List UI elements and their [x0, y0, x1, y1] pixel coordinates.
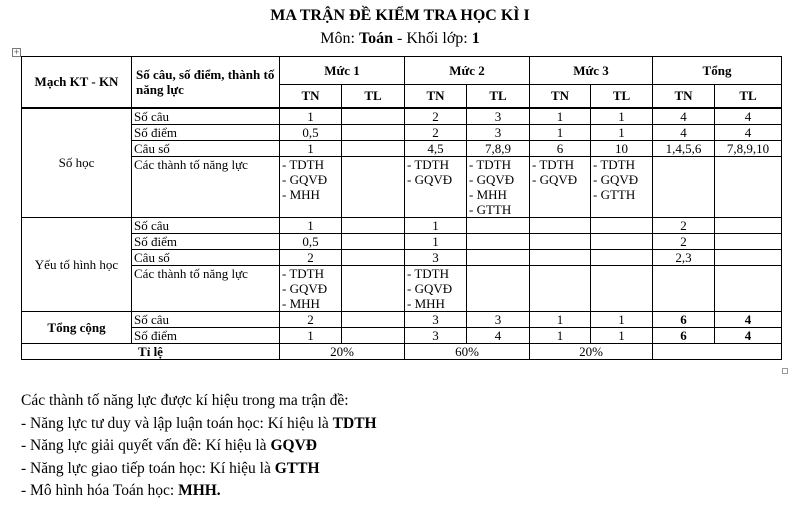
- value-cell: 4: [467, 327, 530, 343]
- header-cell-metrics: Số câu, số điểm, thành tố năng lực: [132, 57, 280, 108]
- value-cell: [342, 217, 405, 233]
- subject-name: Toán: [358, 30, 394, 47]
- subheader-tl: TL: [715, 85, 782, 108]
- value-cell: 0,5: [280, 124, 342, 140]
- value-cell: [467, 249, 530, 265]
- value-cell: [342, 124, 405, 140]
- value-cell: [591, 217, 653, 233]
- competency-item: - GQVĐ: [282, 280, 328, 296]
- legend-item-text: - Mô hình hóa Toán học:: [21, 482, 179, 499]
- value-cell: 6: [653, 327, 715, 343]
- competency-cell: [280, 156, 342, 217]
- competency-item: - GQVĐ: [469, 171, 515, 187]
- competency-cell: [653, 156, 715, 217]
- value-cell: [342, 327, 405, 343]
- value-cell: 1: [530, 124, 591, 140]
- value-cell: [467, 217, 530, 233]
- value-cell: 3: [405, 249, 467, 265]
- header-cell-topic: Mạch KT - KN: [22, 57, 132, 108]
- value-cell: 1: [280, 140, 342, 156]
- group-so-hoc-label: Số học: [22, 108, 132, 218]
- value-cell: 1: [405, 217, 467, 233]
- subheader-tn: TN: [280, 85, 342, 108]
- competency-cell: [405, 156, 467, 217]
- competency-cell: [530, 265, 591, 311]
- value-cell: 10: [591, 140, 653, 156]
- value-cell: [530, 249, 591, 265]
- legend-section: [21, 390, 377, 503]
- ratio-total: [653, 343, 782, 359]
- competency-item: - MHH: [282, 295, 320, 311]
- table-row: [22, 249, 782, 265]
- competency-cell: [715, 156, 782, 217]
- row-label: Câu số: [132, 140, 280, 156]
- value-cell: 2,3: [653, 249, 715, 265]
- value-cell: 4: [715, 327, 782, 343]
- row-label: Số câu: [132, 108, 280, 125]
- competency-cell: [467, 265, 530, 311]
- competency-item: - MHH: [407, 295, 445, 311]
- value-cell: [591, 233, 653, 249]
- value-cell: 4: [653, 124, 715, 140]
- competency-cell: [591, 265, 653, 311]
- value-cell: 1: [530, 311, 591, 327]
- document-subtitle: [0, 30, 800, 48]
- subheader-tl: TL: [467, 85, 530, 108]
- value-cell: 3: [405, 327, 467, 343]
- subheader-tl: TL: [342, 85, 405, 108]
- value-cell: 1: [591, 124, 653, 140]
- value-cell: 1: [280, 108, 342, 125]
- grade-value: 1: [471, 30, 480, 47]
- group-tong-cong-label: Tổng cộng: [22, 311, 132, 343]
- table-row: [22, 265, 782, 311]
- value-cell: 1: [530, 108, 591, 125]
- value-cell: 2: [280, 249, 342, 265]
- competency-item: - TDTH: [407, 265, 450, 281]
- legend-item-mhh: [21, 480, 377, 503]
- value-cell: [591, 249, 653, 265]
- competency-item: - MHH: [469, 186, 507, 202]
- subtitle-mid: - Khối lớp:: [393, 30, 472, 47]
- ratio-label: Tỉ lệ: [22, 343, 280, 359]
- legend-item-code: TDTH: [332, 414, 377, 432]
- table-end-marker: [782, 368, 788, 374]
- row-label: Câu số: [132, 249, 280, 265]
- value-cell: 1: [591, 327, 653, 343]
- ratio-level-2: 60%: [405, 343, 530, 359]
- legend-item-code: GQVĐ: [270, 437, 317, 454]
- table-row: [22, 233, 782, 249]
- legend-intro: Các thành tố năng lực được kí hiệu trong ma trận đề:: [21, 392, 349, 409]
- competency-cell: [715, 265, 782, 311]
- value-cell: 4: [715, 108, 782, 125]
- value-cell: [342, 140, 405, 156]
- competency-item: - GQVĐ: [593, 171, 639, 187]
- legend-item-tdth: [21, 413, 377, 436]
- legend-item-text: - Năng lực giải quyết vấn đề: Kí hiệu là: [21, 437, 271, 454]
- row-label: Số câu: [132, 217, 280, 233]
- competency-item: - TDTH: [407, 156, 450, 172]
- competency-cell: [280, 265, 342, 311]
- ratio-row: [22, 343, 782, 359]
- competency-cell: [530, 156, 591, 217]
- value-cell: 4: [715, 311, 782, 327]
- value-cell: [715, 249, 782, 265]
- legend-item-text: - Năng lực tư duy và lập luận toán học: Kí hiệu là: [21, 414, 333, 432]
- competency-item: - TDTH: [532, 156, 575, 172]
- competency-item: - GTTH: [469, 201, 512, 217]
- exam-matrix-table: [21, 56, 782, 360]
- value-cell: [715, 233, 782, 249]
- value-cell: 1: [280, 217, 342, 233]
- value-cell: 1,4,5,6: [653, 140, 715, 156]
- row-label: Các thành tố năng lực: [132, 265, 280, 311]
- legend-item-code: MHH.: [178, 482, 221, 499]
- competency-cell: [653, 265, 715, 311]
- table-row: [22, 140, 782, 156]
- competency-item: - GQVĐ: [407, 171, 453, 187]
- value-cell: 7,8,9: [467, 140, 530, 156]
- value-cell: [342, 311, 405, 327]
- value-cell: 4,5: [405, 140, 467, 156]
- subtitle-prefix: Môn:: [320, 30, 359, 47]
- value-cell: 0,5: [280, 233, 342, 249]
- value-cell: 1: [591, 108, 653, 125]
- value-cell: 4: [653, 108, 715, 125]
- value-cell: 3: [467, 311, 530, 327]
- header-level-2: Mức 2: [405, 57, 530, 85]
- competency-item: - TDTH: [282, 156, 325, 172]
- value-cell: 1: [280, 327, 342, 343]
- competency-item: - TDTH: [469, 156, 512, 172]
- table-row: [22, 124, 782, 140]
- value-cell: 1: [530, 327, 591, 343]
- header-total: Tổng: [653, 57, 782, 85]
- value-cell: [467, 233, 530, 249]
- competency-item: - GQVĐ: [532, 171, 578, 187]
- value-cell: [342, 233, 405, 249]
- value-cell: 2: [405, 124, 467, 140]
- header-level-1: Mức 1: [280, 57, 405, 85]
- legend-item-code: GTTH: [274, 459, 320, 477]
- row-label: Số điểm: [132, 233, 280, 249]
- row-label: Số điểm: [132, 327, 280, 343]
- value-cell: [342, 249, 405, 265]
- table-row: [22, 327, 782, 343]
- competency-item: - MHH: [282, 186, 320, 202]
- competency-item: - TDTH: [282, 265, 325, 281]
- competency-item: - GTTH: [593, 186, 636, 202]
- competency-item: - GQVĐ: [407, 280, 453, 296]
- competency-cell: [405, 265, 467, 311]
- row-label: Các thành tố năng lực: [132, 156, 280, 217]
- value-cell: 2: [280, 311, 342, 327]
- table-row: [22, 108, 782, 125]
- value-cell: 2: [653, 233, 715, 249]
- table-row: [22, 311, 782, 327]
- value-cell: 6: [653, 311, 715, 327]
- competency-cell: [342, 265, 405, 311]
- value-cell: [530, 217, 591, 233]
- value-cell: 1: [405, 233, 467, 249]
- value-cell: 4: [715, 124, 782, 140]
- competency-cell: [591, 156, 653, 217]
- value-cell: 2: [405, 108, 467, 125]
- value-cell: 7,8,9,10: [715, 140, 782, 156]
- value-cell: 2: [653, 217, 715, 233]
- table-move-handle-icon[interactable]: +: [13, 48, 20, 56]
- ratio-level-3: 20%: [530, 343, 653, 359]
- subheader-tn: TN: [405, 85, 467, 108]
- row-label: Số điểm: [132, 124, 280, 140]
- legend-item-text: - Năng lực giao tiếp toán học: Kí hiệu là: [21, 459, 275, 477]
- legend-item-gqvd: [21, 435, 377, 458]
- subheader-tl: TL: [591, 85, 653, 108]
- value-cell: 3: [405, 311, 467, 327]
- competency-item: - TDTH: [593, 156, 636, 172]
- value-cell: [715, 217, 782, 233]
- ratio-level-1: 20%: [280, 343, 405, 359]
- group-hinh-hoc-label: Yếu tố hình học: [22, 217, 132, 311]
- value-cell: 3: [467, 108, 530, 125]
- header-level-3: Mức 3: [530, 57, 653, 85]
- row-label: Số câu: [132, 311, 280, 327]
- subheader-tn: TN: [653, 85, 715, 108]
- competency-cell: [467, 156, 530, 217]
- competency-cell: [342, 156, 405, 217]
- document-title: MA TRẬN ĐỀ KIỂM TRA HỌC KÌ I: [270, 7, 530, 24]
- value-cell: 3: [467, 124, 530, 140]
- value-cell: 6: [530, 140, 591, 156]
- value-cell: [530, 233, 591, 249]
- table-row: [22, 156, 782, 217]
- competency-item: - GQVĐ: [282, 171, 328, 187]
- subheader-tn: TN: [530, 85, 591, 108]
- value-cell: 1: [591, 311, 653, 327]
- legend-item-gtth: [21, 458, 377, 481]
- table-row: [22, 217, 782, 233]
- value-cell: [342, 108, 405, 125]
